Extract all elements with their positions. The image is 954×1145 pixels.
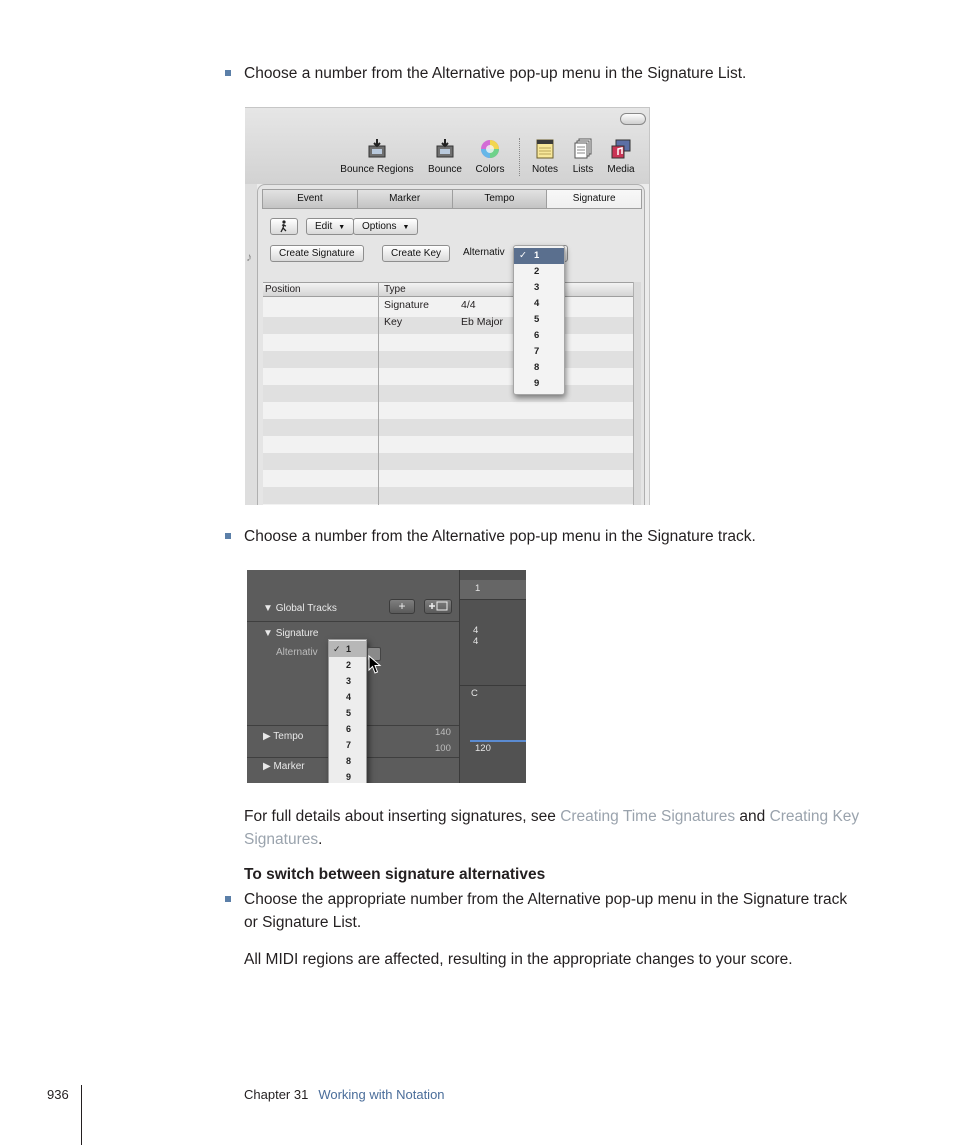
signature-track-screenshot [247, 570, 526, 783]
checkmark-icon: ✓ [333, 644, 341, 654]
toolbar-toggle-button[interactable] [620, 113, 646, 125]
section-heading: To switch between signature alternatives [244, 866, 546, 883]
bullet-marker [225, 896, 231, 902]
tab-signature[interactable]: Signature [547, 190, 641, 208]
table-row [263, 487, 633, 504]
list-editor-panel [257, 184, 645, 505]
chevron-down-icon: ▼ [402, 224, 410, 231]
notes-button[interactable] [527, 138, 563, 175]
bar-ruler[interactable] [460, 580, 526, 600]
popup-item-9[interactable]: 9 [346, 772, 352, 782]
row-type: Key [384, 316, 403, 328]
footer-divider [81, 1085, 82, 1145]
key-signature: C [471, 688, 478, 699]
popup-item-3[interactable]: 3 [346, 676, 352, 686]
ruler-bar-number: 1 [475, 583, 481, 594]
colors-label: Colors [475, 164, 505, 175]
tab-event[interactable]: Event [263, 190, 358, 208]
bullet-marker [225, 533, 231, 539]
bounce-regions-label: Bounce Regions [340, 164, 414, 175]
lists-button[interactable] [565, 138, 601, 175]
tempo-line[interactable] [470, 740, 526, 742]
disclosure-right-icon: ▶ [263, 761, 274, 772]
arrange-edge [245, 184, 257, 505]
time-signature-top: 4 [473, 625, 479, 636]
lists-label: Lists [572, 164, 594, 175]
alternative-popup-menu [328, 639, 367, 783]
walking-figure-icon [271, 219, 297, 234]
popup-item-8[interactable]: 8 [346, 756, 352, 766]
list-tabs [262, 189, 642, 209]
bounce-button[interactable] [425, 138, 465, 175]
chevron-down-icon: ▼ [338, 224, 346, 231]
bounce-icon [434, 138, 456, 160]
chapter-number: Chapter 31 [244, 1087, 309, 1102]
notes-icon [534, 138, 556, 160]
lists-icon [572, 138, 594, 160]
global-tracks-header[interactable]: ▼ Global Tracks [263, 603, 337, 614]
table-row [263, 419, 633, 436]
creating-key-signatures-link[interactable]: Creating Key Signatures [244, 808, 860, 848]
creating-time-signatures-link[interactable]: Creating Time Signatures [560, 808, 736, 825]
switch-instruction: Choose the appropriate number from the Alternative pop-up menu in the Signature track or Signature List. [244, 891, 848, 931]
create-key-button[interactable]: Create Key [382, 245, 450, 262]
popup-item-5[interactable]: 5 [346, 708, 352, 718]
table-row [263, 351, 633, 368]
color-wheel-icon [479, 138, 501, 160]
tempo-track-header[interactable]: ▶ Tempo [263, 731, 304, 742]
popup-item-2[interactable]: 2 [534, 266, 540, 277]
plus-folder-icon [426, 600, 450, 612]
popup-item-6[interactable]: 6 [534, 330, 540, 341]
row-type: Signature [384, 299, 429, 311]
table-row[interactable] [263, 297, 633, 314]
instruction-signature-list: Choose a number from the Alternative pop-up menu in the Signature List. [244, 65, 747, 82]
edit-menu[interactable] [306, 218, 354, 235]
tempo-scale-low: 100 [435, 743, 451, 754]
signature-list-screenshot [245, 107, 650, 505]
disclosure-down-icon: ▼ [263, 603, 276, 614]
popup-item-9[interactable]: 9 [534, 378, 540, 389]
bounce-regions-icon [366, 138, 388, 160]
table-header [263, 283, 633, 297]
media-button[interactable] [603, 138, 639, 175]
add-track-button[interactable]: + [389, 599, 415, 614]
bullet-marker [225, 70, 231, 76]
page-number: 936 [47, 1087, 69, 1102]
popup-item-3[interactable]: 3 [534, 282, 540, 293]
details-paragraph: For full details about inserting signatures, see Creating Time Signatures and Creating Key Signatures. [244, 808, 860, 848]
link-button[interactable] [270, 218, 298, 235]
global-track-config-button[interactable] [424, 599, 452, 614]
options-menu[interactable] [353, 218, 418, 235]
alternative-label: Alternativ [463, 247, 505, 258]
media-label: Media [607, 164, 635, 175]
marker-track-header[interactable]: ▶ Marker [263, 761, 305, 772]
column-type[interactable]: Type [384, 284, 406, 295]
signature-list-table [263, 282, 633, 505]
row-value: 4/4 [461, 299, 476, 311]
table-row [263, 385, 633, 402]
tempo-value: 120 [475, 743, 491, 754]
popup-item-8[interactable]: 8 [534, 362, 540, 373]
column-position[interactable]: Position [265, 284, 301, 295]
tab-marker[interactable]: Marker [358, 190, 453, 208]
media-icon [610, 138, 632, 160]
table-row[interactable] [263, 314, 633, 331]
popup-item-4[interactable]: 4 [534, 298, 540, 309]
notes-label: Notes [531, 164, 559, 175]
options-menu-label: Options [362, 221, 397, 232]
popup-item-6[interactable]: 6 [346, 724, 352, 734]
popup-item-4[interactable]: 4 [346, 692, 352, 702]
popup-item-2[interactable]: 2 [346, 660, 352, 670]
popup-item-7[interactable]: 7 [346, 740, 352, 750]
vertical-scrollbar[interactable] [633, 282, 641, 505]
bounce-label: Bounce [428, 164, 462, 175]
result-paragraph: All MIDI regions are affected, resulting in the appropriate changes to your score. [244, 951, 793, 968]
popup-item-5[interactable]: 5 [534, 314, 540, 325]
instruction-signature-track: Choose a number from the Alternative pop-up menu in the Signature track. [244, 528, 756, 545]
alternative-popup-menu [513, 245, 565, 395]
colors-button[interactable] [470, 138, 510, 175]
popup-item-1[interactable]: ✓ 1 [329, 641, 366, 657]
checkmark-icon: ✓ [519, 250, 527, 261]
track-area [459, 570, 526, 783]
tempo-scale-high: 140 [435, 727, 451, 738]
mouse-pointer-icon [368, 655, 382, 675]
note-icon: ♪ [246, 250, 252, 264]
disclosure-right-icon: ▶ [263, 731, 274, 742]
toolbar-separator [519, 138, 520, 176]
tab-tempo[interactable]: Tempo [453, 190, 548, 208]
popup-item-1[interactable]: ✓ 1 [514, 248, 564, 264]
time-signature-bottom: 4 [473, 636, 479, 647]
table-row [263, 453, 633, 470]
popup-item-7[interactable]: 7 [534, 346, 540, 357]
chapter-title-link[interactable]: Working with Notation [318, 1087, 445, 1102]
toolbar [245, 108, 650, 184]
bounce-regions-button[interactable] [337, 138, 417, 175]
chapter-footer [244, 1087, 445, 1102]
create-signature-button[interactable]: Create Signature [270, 245, 364, 262]
row-value: Eb Major [461, 316, 504, 328]
signature-track-header[interactable]: ▼ Signature [263, 628, 319, 639]
edit-menu-label: Edit [315, 221, 333, 232]
alternative-label: Alternativ [276, 647, 318, 658]
disclosure-down-icon: ▼ [263, 628, 276, 639]
